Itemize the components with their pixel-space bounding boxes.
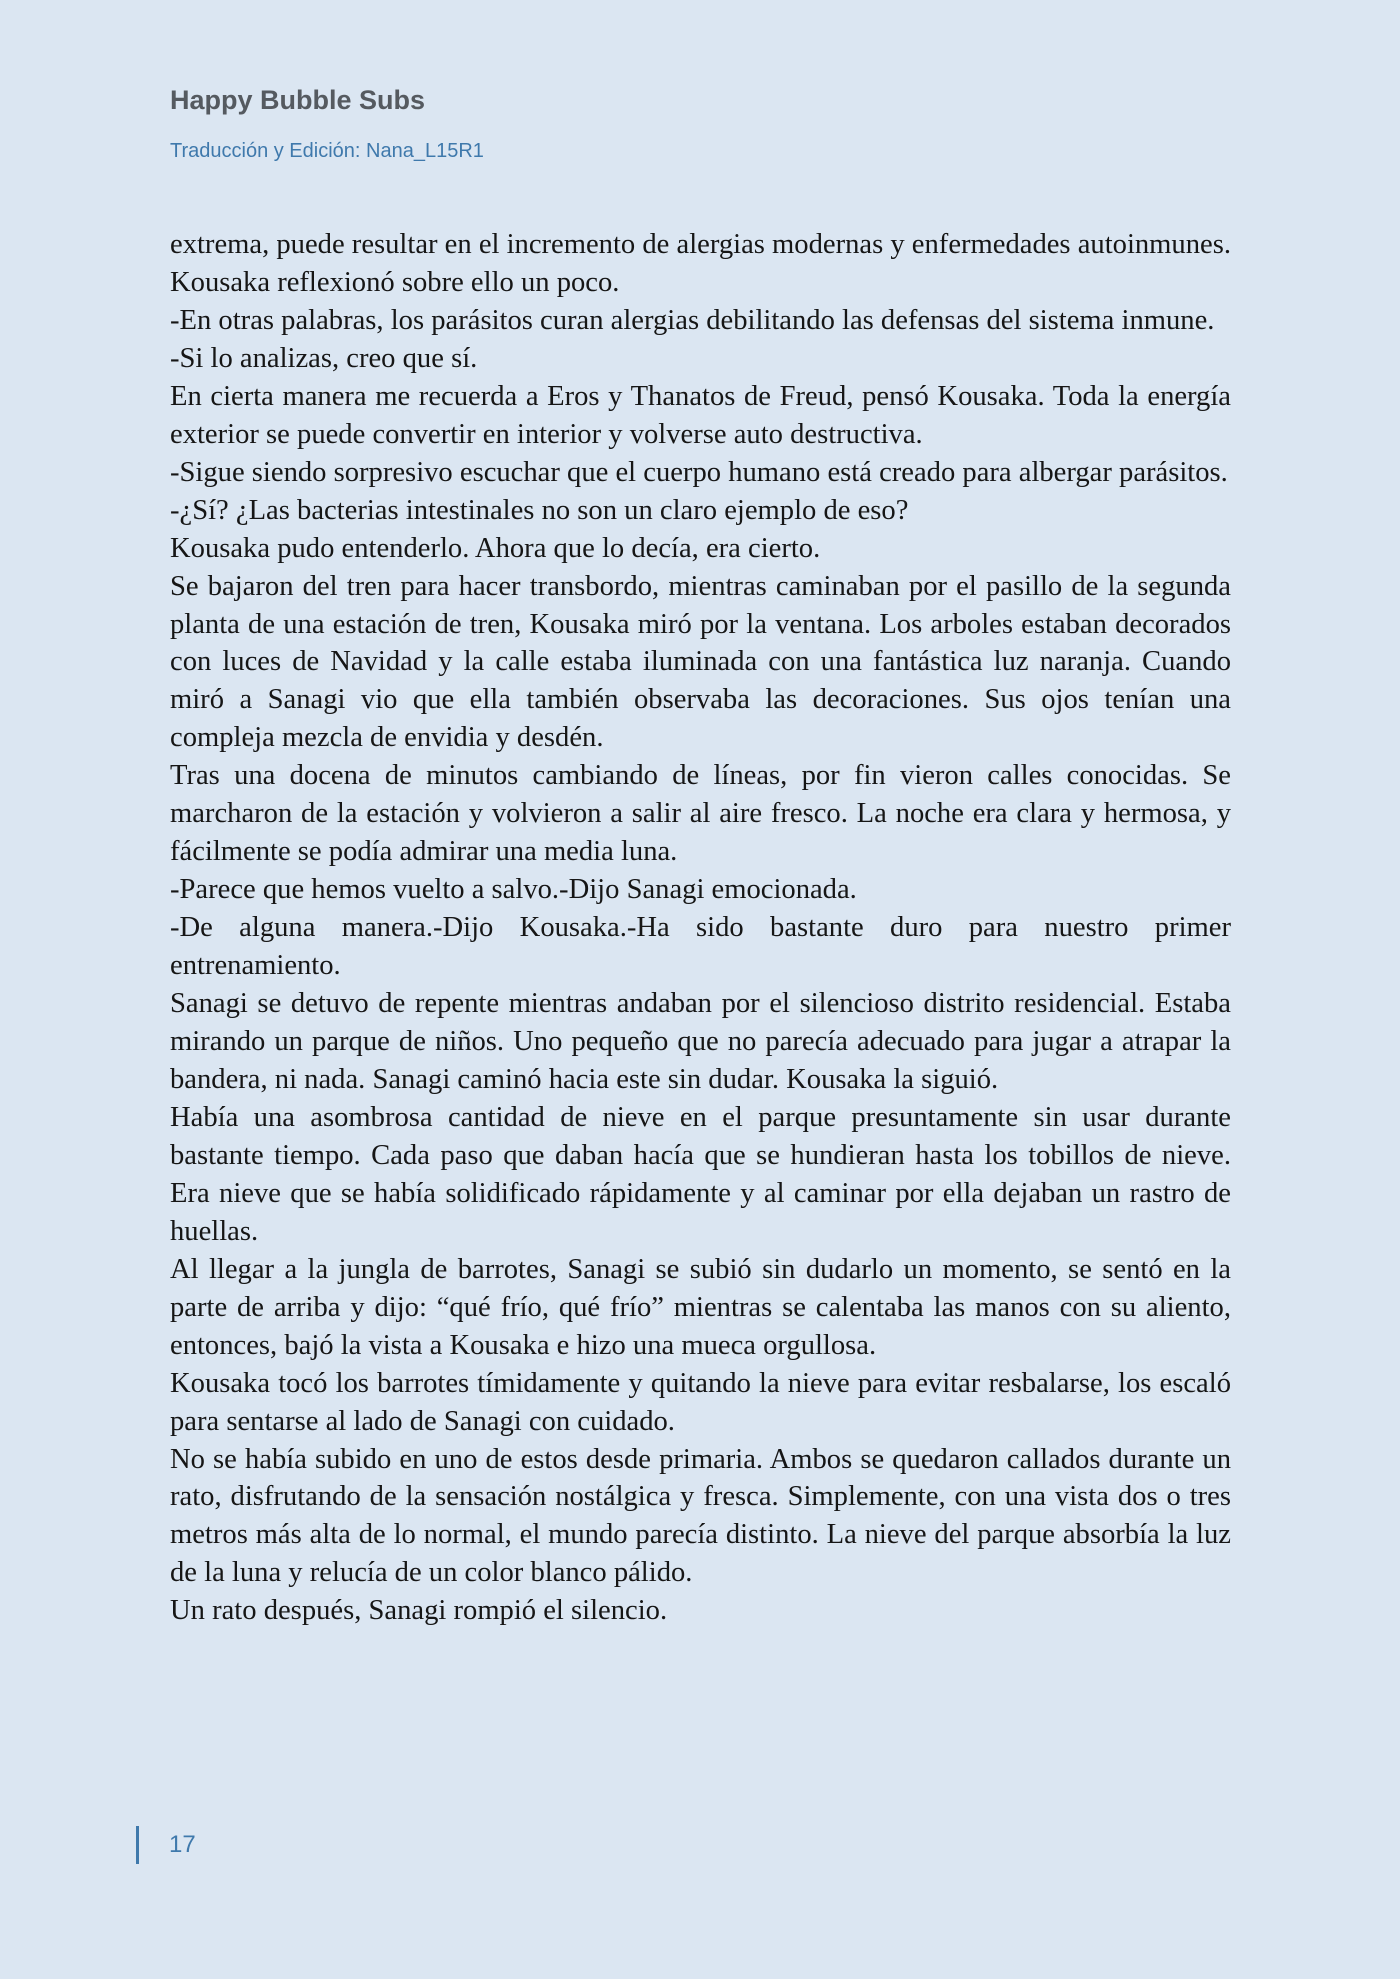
paragraph: -De alguna manera.-Dijo Kousaka.-Ha sido bastante duro para nuestro primer entrenamiento.	[170, 912, 1231, 982]
page-number: 17	[169, 1831, 196, 1858]
paragraph: Kousaka reflexionó sobre ello un poco.	[170, 266, 620, 298]
paragraph: Se bajaron del tren para hacer transbordo, mientras caminaban por el pasillo de la segunda planta de una estación de tren, Kousaka miró por la ventana. Los arboles estaban decorados con luces de Navidad y la calle estaba iluminada con una fantástica luz naranja. Cuando miró a Sanagi vio que ella también observaba las decoraciones. Sus ojos tenían una compleja mezcla de envidia y desdén.	[170, 570, 1231, 754]
paragraph: Al llegar a la jungla de barrotes, Sanagi se subió sin dudarlo un momento, se sentó en la parte de arriba y dijo: “qué frío, qué frío” mientras se calentaba las manos con su aliento, entonces, bajó la vista a Kousaka e hizo una mueca orgullosa.	[170, 1253, 1231, 1361]
header-title: Happy Bubble Subs	[170, 85, 426, 115]
paragraph: -Parece que hemos vuelto a salvo.-Dijo Sanagi emocionada.	[170, 874, 857, 906]
paragraph: Había una asombrosa cantidad de nieve en el parque presuntamente sin usar durante bastante tiempo. Cada paso que daban hacía que se hundieran hasta los tobillos de nieve. Era nieve que se había solidificado rápidamente y al caminar por ella dejaban un rastro de huellas.	[170, 1101, 1231, 1247]
footer-accent-bar	[136, 1826, 139, 1864]
header-subtitle: Traducción y Edición: Nana_L15R1	[170, 140, 484, 162]
paragraph: Kousaka pudo entenderlo. Ahora que lo decía, era cierto.	[170, 532, 821, 564]
paragraph: Tras una docena de minutos cambiando de líneas, por fin vieron calles conocidas. Se marcharon de la estación y volvieron a salir al aire fresco. La noche era clara y hermosa, y fácilmente se podía admirar una media luna.	[170, 760, 1231, 868]
paragraph: En cierta manera me recuerda a Eros y Thanatos de Freud, pensó Kousaka. Toda la energía exterior se puede convertir en interior y volverse auto destructiva.	[170, 380, 1231, 450]
paragraph: Kousaka tocó los barrotes tímidamente y quitando la nieve para evitar resbalarse, los escaló para sentarse al lado de Sanagi con cuidado.	[170, 1367, 1231, 1437]
paragraph: -En otras palabras, los parásitos curan alergias debilitando las defensas del sistema inmune.	[170, 304, 1215, 336]
body-text	[170, 226, 1231, 1630]
paragraph: Sanagi se detuvo de repente mientras andaban por el silencioso distrito residencial. Estaba mirando un parque de niños. Uno pequeño que no parecía adecuado para jugar a atrapar la bandera, ni nada. Sanagi caminó hacia este sin dudar. Kousaka la siguió.	[170, 988, 1231, 1095]
paragraph: -¿Sí? ¿Las bacterias intestinales no son un claro ejemplo de eso?	[170, 494, 909, 526]
paragraph: -Si lo analizas, creo que sí.	[170, 342, 478, 374]
page-header	[170, 82, 484, 164]
paragraph: -Sigue siendo sorpresivo escuchar que el cuerpo humano está creado para albergar parásitos.	[170, 456, 1228, 488]
paragraph: Un rato después, Sanagi rompió el silencio.	[170, 1595, 668, 1627]
paragraph: extrema, puede resultar en el incremento de alergias modernas y enfermedades autoinmunes.	[170, 229, 1231, 260]
page-footer	[136, 1826, 196, 1864]
paragraph: No se había subido en uno de estos desde primaria. Ambos se quedaron callados durante un rato, disfrutando de la sensación nostálgica y fresca. Simplemente, con una vista dos o tres metros más alta de lo normal, el mundo parecía distinto. La nieve del parque absorbía la luz de la luna y relucía de un color blanco pálido.	[170, 1443, 1231, 1589]
